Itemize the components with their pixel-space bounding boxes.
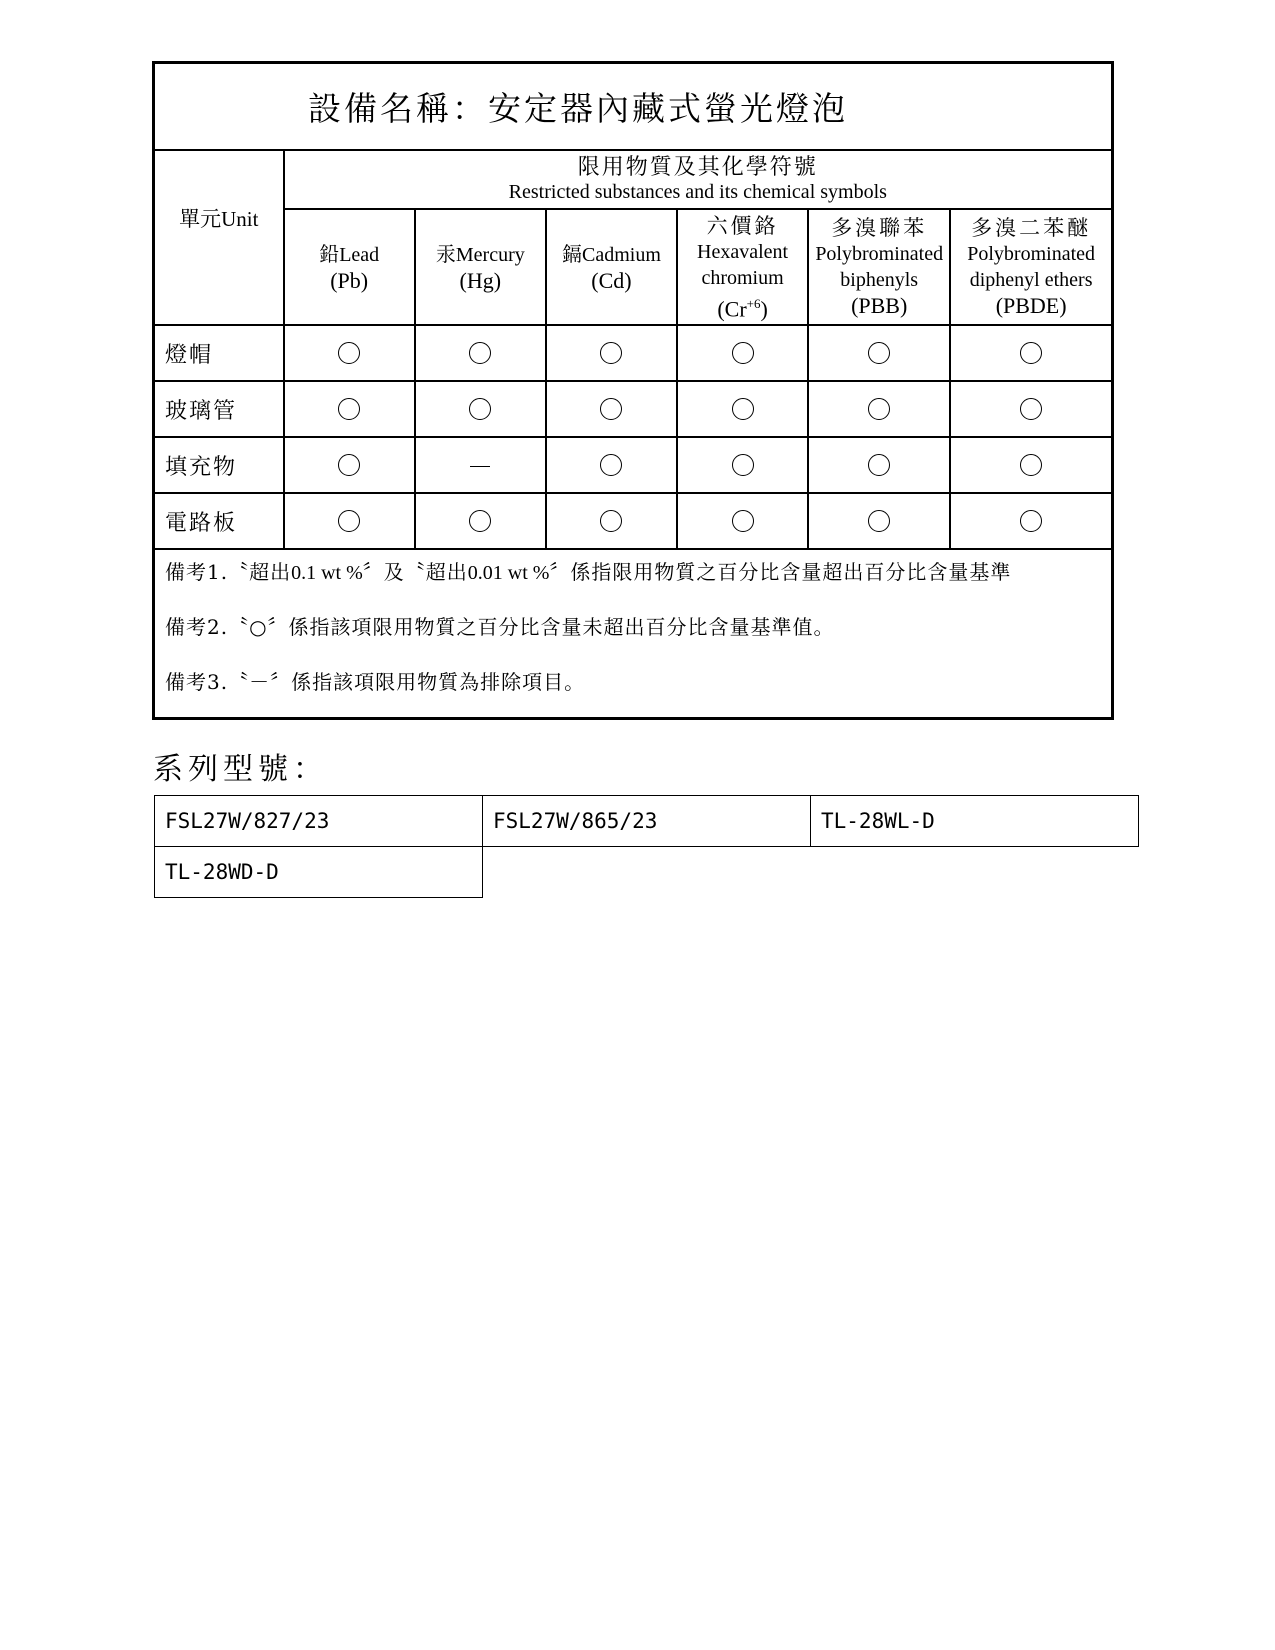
circle-mark [1020,342,1042,364]
model-cell: FSL27W/827/23 [155,796,483,847]
mark-cell [415,493,546,549]
model-table [154,795,1139,898]
empty-cell [483,847,811,898]
circle-mark [732,342,754,364]
mark-cell [546,381,677,437]
mark-cell [284,493,415,549]
table-row [154,493,1113,549]
mark-cell [950,437,1112,493]
mark-cell [808,381,950,437]
mark-cell [808,493,950,549]
circle-mark [600,510,622,532]
mark-cell [546,325,677,381]
mark-cell [284,437,415,493]
mark-cell [950,381,1112,437]
circle-mark [469,398,491,420]
table-row [154,325,1113,381]
part-name: 填充物 [154,437,284,493]
note-1: 備考1.〝超出0.1 wt %〞及〝超出0.01 wt %〞係指限用物質之百分比含量超出百分比含量基準 [165,560,1012,585]
series-title: 系列型號： [153,752,328,787]
mark-cell [808,437,950,493]
model-cell: FSL27W/865/23 [483,796,811,847]
note-3: 備考3.〝－〞係指該項限用物質為排除項目。 [165,670,586,695]
circle-mark [338,510,360,532]
circle-mark [868,510,890,532]
empty-cell [811,847,1139,898]
restricted-substances-header: 限用物質及其化學符號 Restricted substances and its chemical symbols [284,150,1113,209]
part-name: 玻璃管 [154,381,284,437]
circle-mark [1020,398,1042,420]
equipment-title: 設備名稱：安定器內藏式螢光燈泡 [154,63,1113,151]
dash-mark [470,466,490,467]
circle-mark [338,398,360,420]
circle-mark [600,342,622,364]
part-name: 燈帽 [154,325,284,381]
mark-cell [808,325,950,381]
circle-mark [732,510,754,532]
mark-cell [284,381,415,437]
mark-cell [415,381,546,437]
substance-mercury: 汞Mercury (Hg) [415,209,546,325]
circle-mark [338,454,360,476]
rohs-table [152,61,1114,720]
circle-mark [1020,510,1042,532]
mark-cell [284,325,415,381]
substance-cadmium: 鎘Cadmium (Cd) [546,209,677,325]
mark-cell [677,325,808,381]
circle-mark [732,454,754,476]
model-cell: TL-28WL-D [811,796,1139,847]
note-2: 備考2.〝○〞係指該項限用物質之百分比含量未超出百分比含量基準值。 [165,615,835,640]
mark-cell [415,325,546,381]
circle-mark [469,510,491,532]
circle-mark [338,342,360,364]
mark-cell [677,381,808,437]
circle-mark [1020,454,1042,476]
mark-cell [950,493,1112,549]
part-name: 電路板 [154,493,284,549]
substance-pbde: 多溴二苯醚 Polybrominated diphenyl ethers (PBDE) [950,209,1112,325]
mark-cell [677,493,808,549]
unit-header: 單元Unit [154,150,284,325]
mark-cell [950,325,1112,381]
mark-cell [546,493,677,549]
table-row [154,381,1113,437]
substance-pbb: 多溴聯苯 Polybrominated biphenyls (PBB) [808,209,950,325]
mark-cell [415,437,546,493]
substance-hexavalent-chromium: 六價鉻 Hexavalent chromium $(Cr^{+6})$ [677,209,808,325]
circle-mark [600,454,622,476]
substance-lead: 鉛Lead (Pb) [284,209,415,325]
circle-mark [469,342,491,364]
mark-cell [546,437,677,493]
mark-cell [677,437,808,493]
model-cell: TL-28WD-D [155,847,483,898]
table-row [154,437,1113,493]
circle-mark [868,454,890,476]
circle-mark [868,398,890,420]
circle-mark [600,398,622,420]
notes-section [154,549,1113,718]
circle-mark [868,342,890,364]
circle-mark [732,398,754,420]
